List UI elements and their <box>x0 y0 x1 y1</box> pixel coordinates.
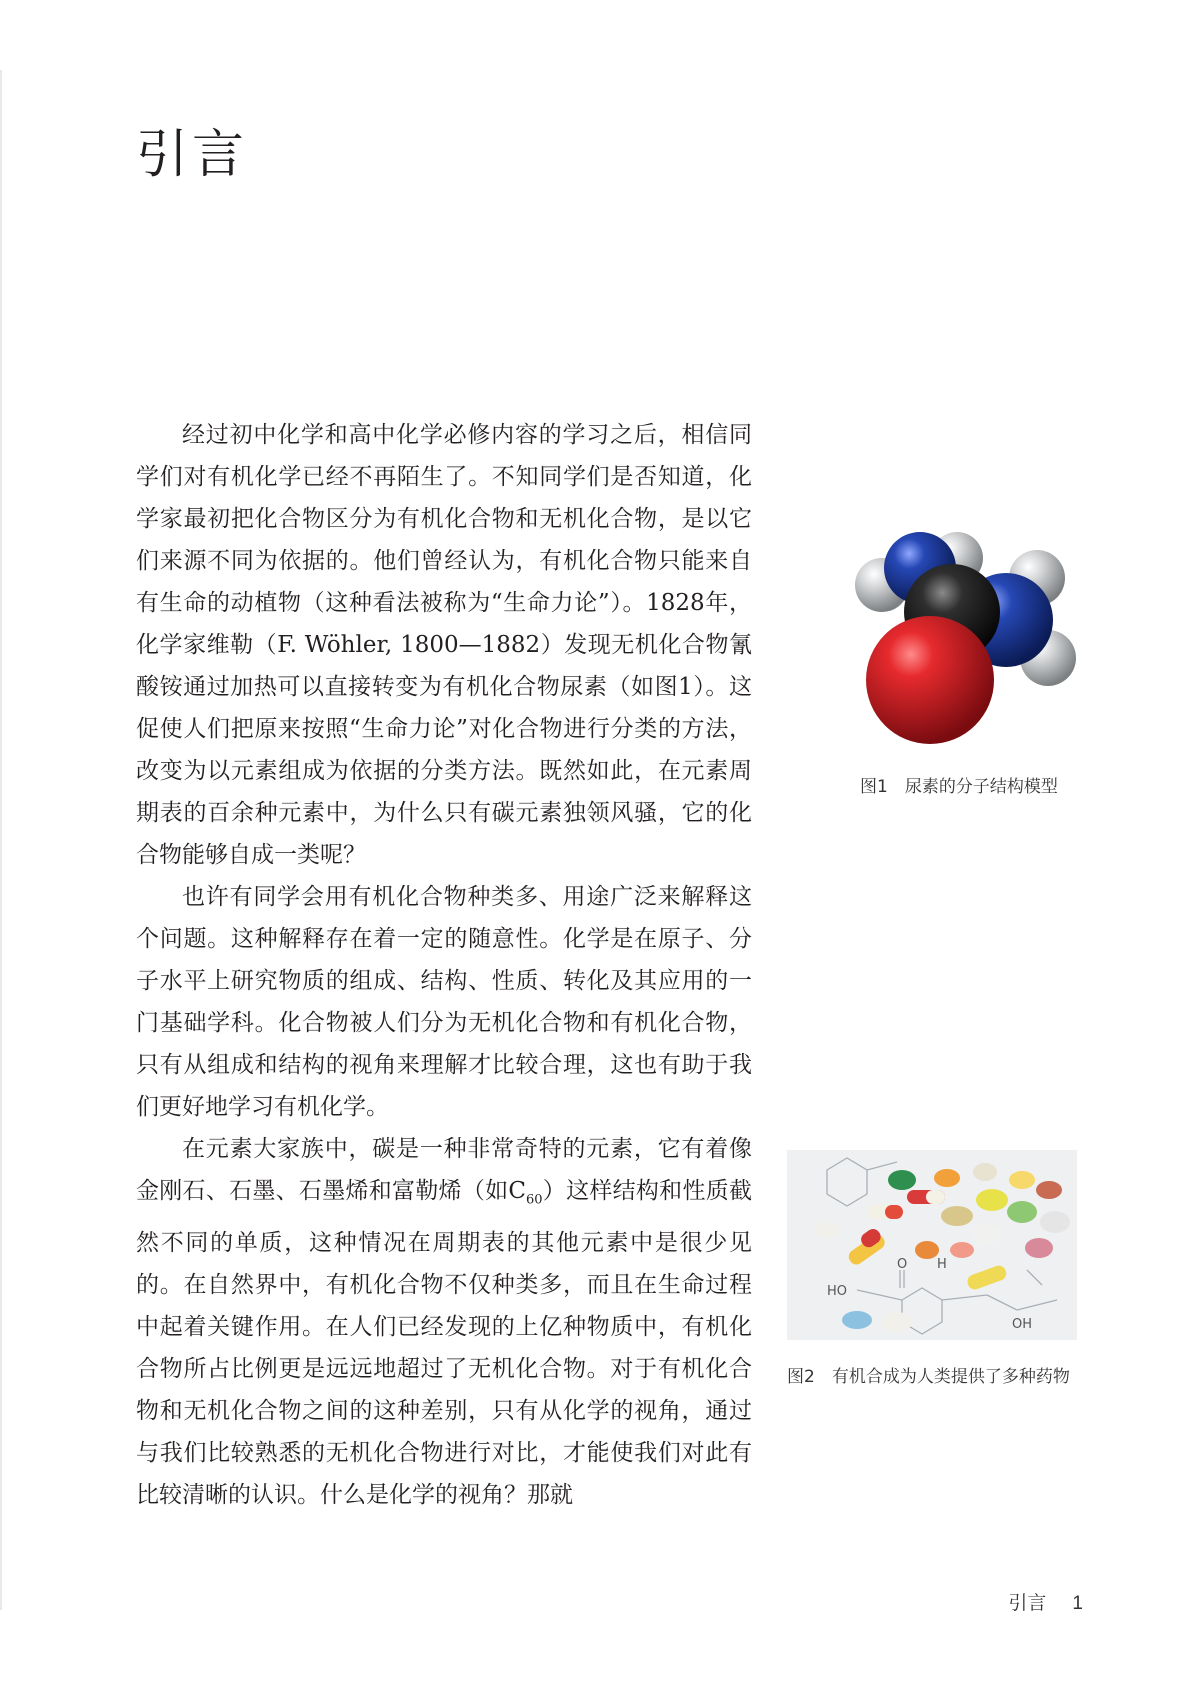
oxygen-label: O <box>897 1257 908 1272</box>
oxygen-atom <box>866 616 994 744</box>
page-number: 1 <box>1072 1593 1083 1614</box>
figure-1-caption: 图1 尿素的分子结构模型 <box>860 777 1058 797</box>
oh-label: OH <box>1012 1317 1033 1332</box>
paragraph-3-text-start: 在元素大家族中，碳是一种非常奇特的元素，它有着像金刚石、石墨、石墨烯和富勒烯（如C <box>136 1136 752 1204</box>
c60-subscript: 60 <box>525 1192 543 1208</box>
page-edge-rule <box>0 70 2 1610</box>
paragraph-1-text: 经过初中化学和高中化学必修内容的学习之后，相信同学们对有机化学已经不再陌生了。不知同学们是否知道，化学家最初把化合物区分为有机化合物和无机化合物，是以它们来源不同为依据的。他们曾经认为，有机化合物只能来自有生命的动植物（这种看法被称为“生命力论”）。1828年，化学家维勒（F. Wöhler, 1800—1882）发现无机化合物氰酸铵通过加热可以直接转变为有机化合物尿素（如图1）。这促使人们把原来按照“生命力论”对化合物进行分类的方法，改变为以元素组成为依据的分类方法。既然如此，在元素周期表的百余种元素中，为什么只有碳元素独领风骚，它的化合物能够自成一类呢？ <box>136 422 752 868</box>
hydrogen-label: H <box>937 1257 947 1272</box>
page-title: 引言 <box>136 125 249 185</box>
page-footer <box>1008 1588 1083 1615</box>
paragraph-3 <box>136 1128 752 1516</box>
urea-molecule-model <box>852 530 1080 750</box>
paragraph-1 <box>136 414 752 876</box>
body-text <box>136 414 752 1516</box>
paragraph-3-text-end: ）这样结构和性质截然不同的单质，这种情况在周期表的其他元素中是很少见的。在自然界中，有机化合物不仅种类多，而且在生命过程中起着关键作用。在人们已经发现的上亿种物质中，有机化合物所占比例更是远远地超过了无机化合物。对于有机化合物和无机化合物之间的这种差别，只有从化学的视角，通过与我们比较熟悉的无机化合物进行对比，才能使我们对此有比较清晰的认识。什么是化学的视角？那就 <box>136 1178 752 1508</box>
medicine-pills-photo <box>787 1150 1077 1340</box>
footer-section-name: 引言 <box>1008 1592 1047 1614</box>
paragraph-2-text: 也许有同学会用有机化合物种类多、用途广泛来解释这个问题。这种解释存在着一定的随意性。化学是在原子、分子水平上研究物质的组成、结构、性质、转化及其应用的一门基础学科。化合物被人们分为无机化合物和有机化合物，只有从组成和结构的视角来理解才比较合理，这也有助于我们更好地学习有机化学。 <box>136 884 752 1120</box>
figure-2-caption: 图2 有机合成为人类提供了多种药物 <box>787 1367 1070 1387</box>
ho-label: HO <box>827 1284 848 1299</box>
paragraph-2 <box>136 876 752 1128</box>
